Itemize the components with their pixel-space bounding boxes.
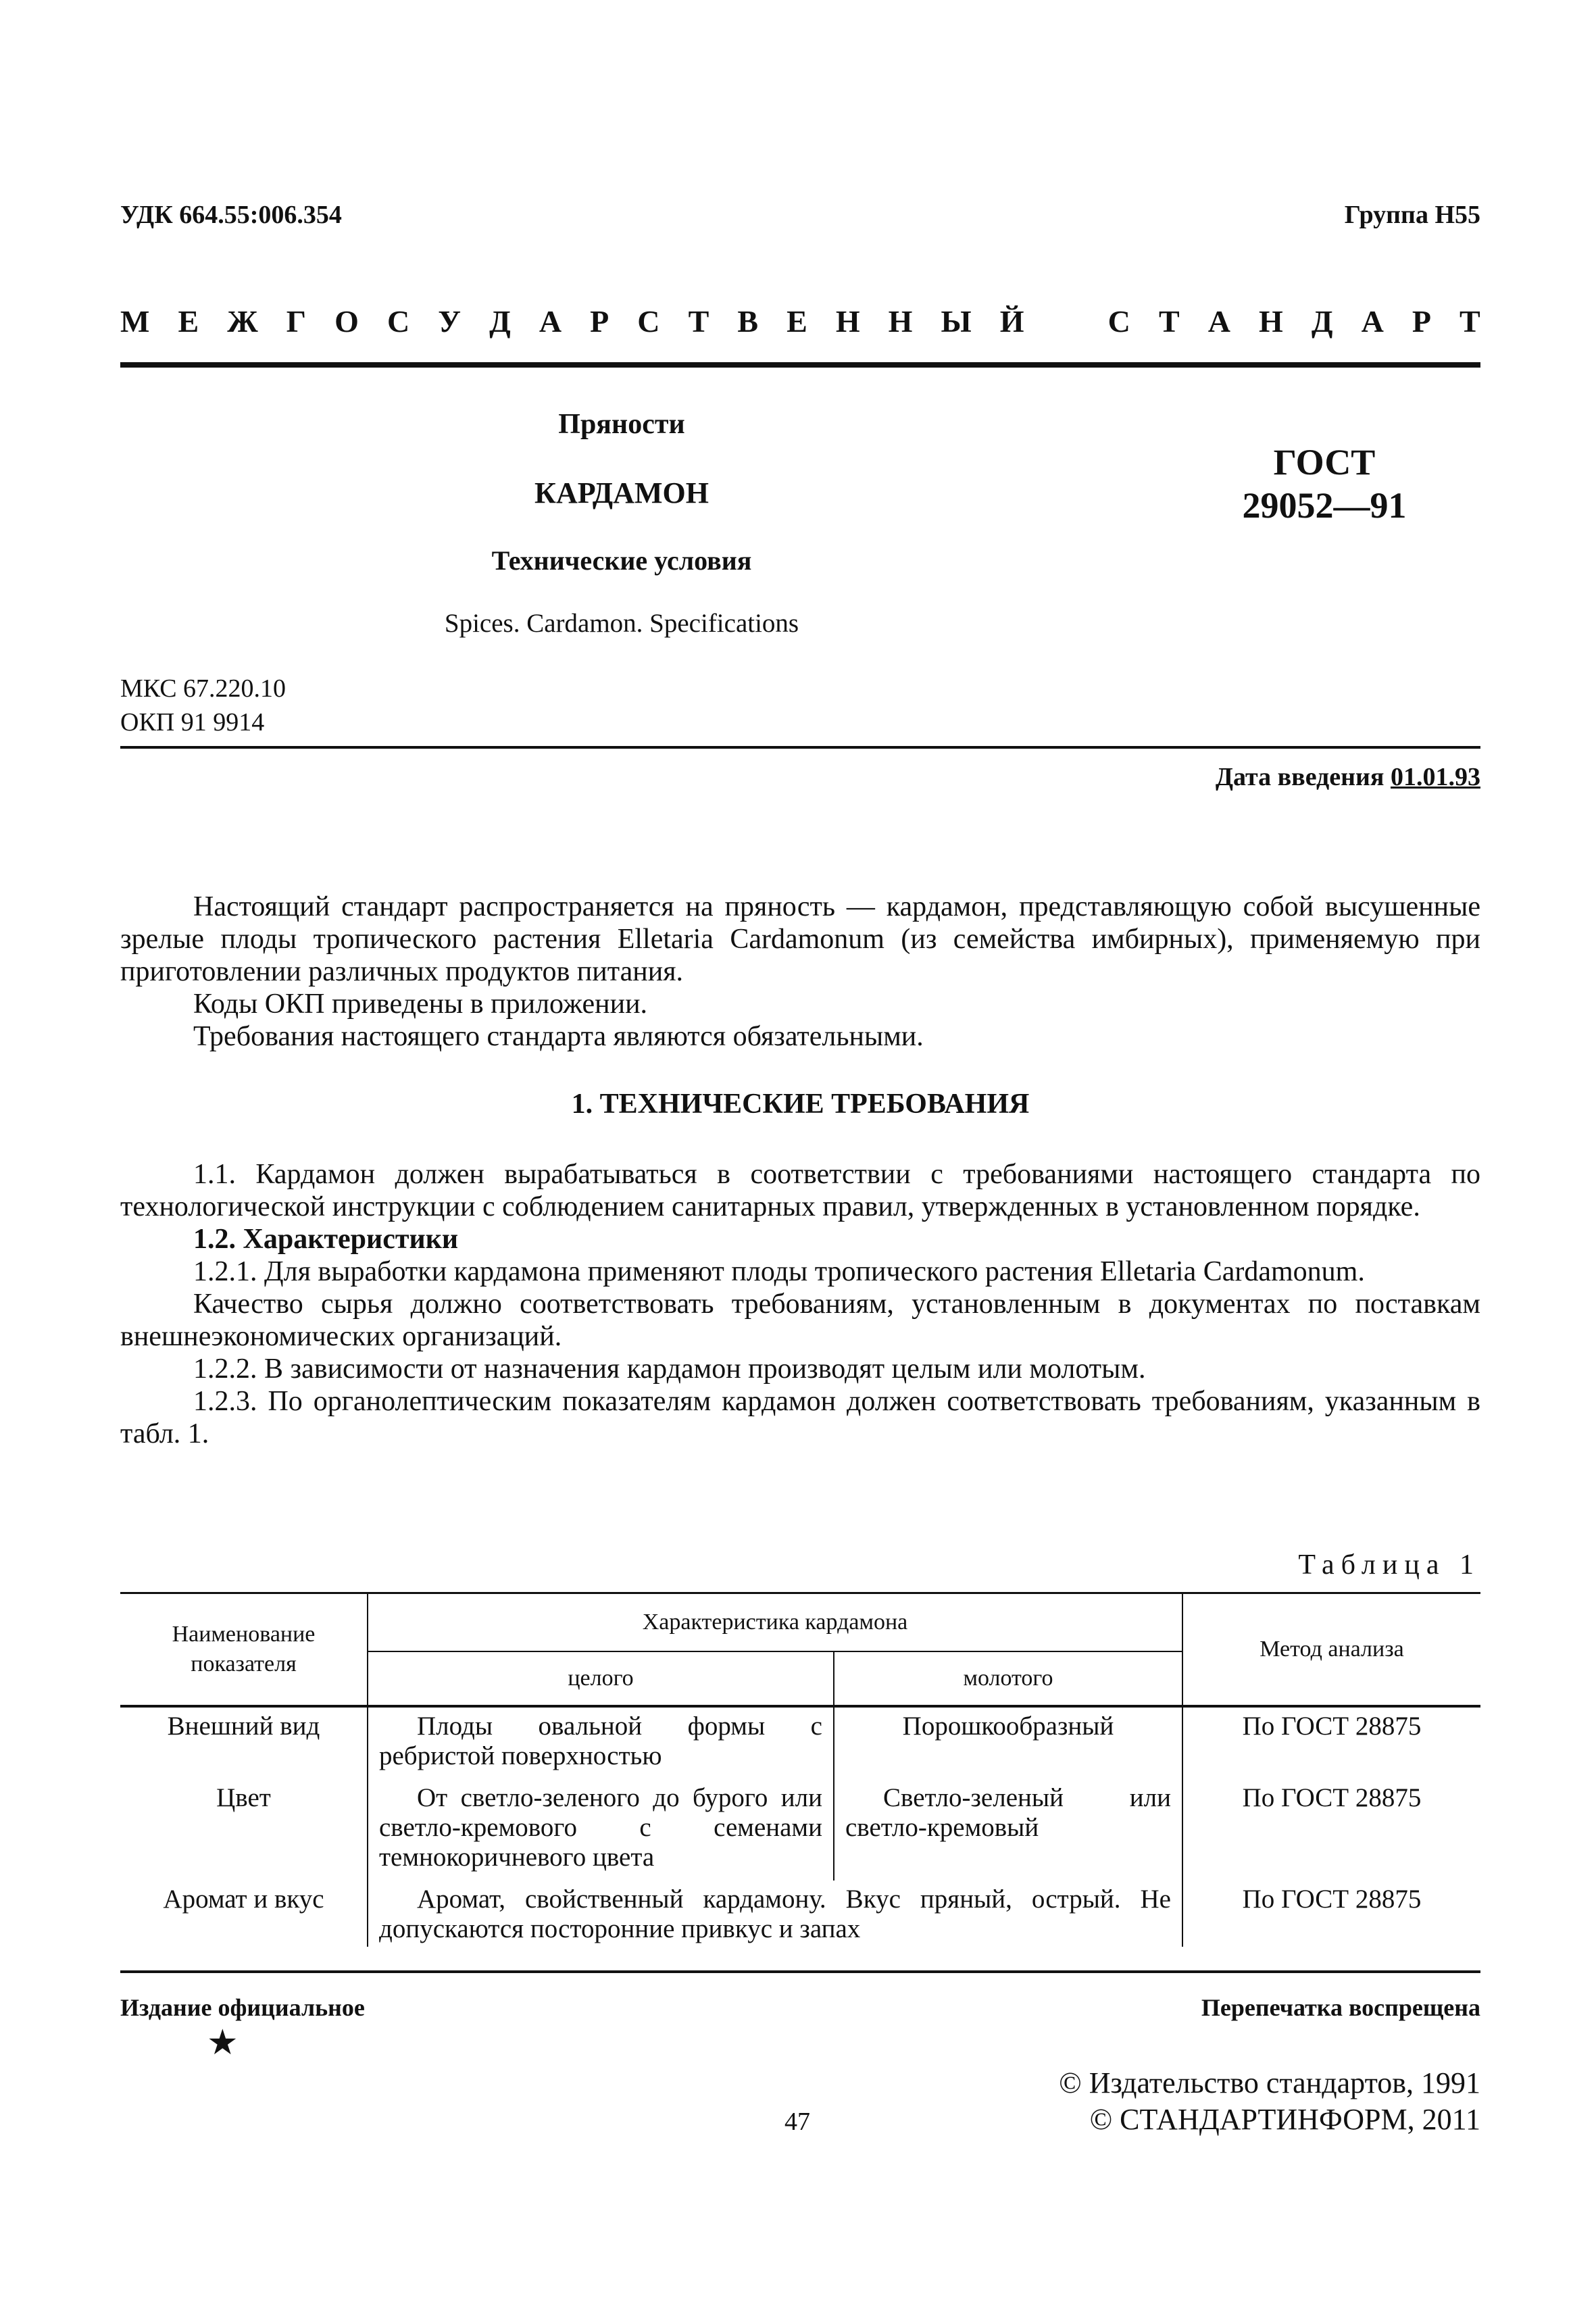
clause-1-2-1: 1.2.1. Для выработки кардамона применяют плоды тропического растения Elletaria Cardamonum.: [193, 1256, 1365, 1287]
clause-1-1: 1.1. Кардамон должен вырабатываться в соответствии с требованиями настоящего стандарта по технологической инструкции с соблюдением санитарных правил, утвержденных в установленном порядке.: [120, 1159, 1480, 1222]
date-label: Дата введения: [1215, 763, 1391, 791]
heading-letter: А: [1361, 304, 1384, 339]
introduction-date: [1216, 762, 1480, 792]
row-method: По ГОСТ 28875: [1182, 1881, 1480, 1947]
row-method: По ГОСТ 28875: [1182, 1779, 1480, 1881]
header-indicator: Наименование показателя: [120, 1593, 368, 1707]
intro-paragraph: Коды ОКП приведены в приложении.: [193, 989, 648, 1020]
header-method: Метод анализа: [1182, 1593, 1480, 1707]
row-whole: Плоды овальной формы с ребристой поверхностью: [368, 1706, 834, 1779]
heading-letter: Д: [1311, 304, 1333, 339]
gost-number: [1189, 441, 1460, 527]
row-name: Аромат и вкус: [120, 1881, 368, 1947]
row-method: По ГОСТ 28875: [1182, 1706, 1480, 1779]
mks-code: МКС 67.220.10: [120, 674, 286, 703]
row-ground: Светло-зеленый или светло-кремовый: [834, 1779, 1182, 1881]
classification-codes: [120, 672, 286, 739]
row-whole: От светло-зеленого до бурого или светло-кремового с семенами темнокоричневого цвета: [368, 1779, 834, 1881]
clause-1-2-2: 1.2.2. В зависимости от назначения кардамон производят целым или молотым.: [193, 1353, 1146, 1385]
star-icon: ★: [207, 2024, 239, 2062]
reprint-notice: Перепечатка воспрещена: [1201, 1994, 1480, 2021]
date-value: 01.01.93: [1391, 763, 1480, 791]
heading-letter: Ж: [227, 304, 258, 339]
header-whole: целого: [368, 1651, 834, 1706]
clause-1-2-1-quality: Качество сырья должно соответствовать требованиям, установленным в документах по поставкам внешнеэкономических организаций.: [120, 1289, 1480, 1352]
row-merged: Аромат, свойственный кардамону. Вкус пряный, острый. Не допускаются посторонние привкус и запах: [368, 1881, 1182, 1947]
intro-paragraph: Требования настоящего стандарта являются обязательными.: [193, 1021, 924, 1052]
heading-letter: С: [637, 304, 660, 339]
copyright-line: © СТАНДАРТИНФОРМ, 2011: [1089, 2103, 1480, 2136]
copyright: [1059, 2065, 1480, 2138]
heading-letter: О: [334, 304, 359, 339]
heading-word-gap: [1053, 303, 1080, 341]
organoleptic-table: [120, 1592, 1480, 1947]
table-row: [120, 1706, 1480, 1779]
heading-letter: У: [438, 304, 462, 339]
row-ground: Порошкообразный: [834, 1706, 1182, 1779]
header-rule: [120, 362, 1480, 368]
heading-letter: С: [1107, 304, 1130, 339]
row-name: Цвет: [120, 1779, 368, 1881]
heading-letter: Е: [178, 304, 199, 339]
heading-letter: Т: [688, 304, 709, 339]
heading-letter: Н: [888, 304, 913, 339]
heading-letter: Т: [1460, 304, 1480, 339]
heading-letter: Е: [787, 304, 807, 339]
heading-letter: Н: [835, 304, 860, 339]
heading-letter: Ы: [941, 304, 972, 339]
heading-letter: Д: [489, 304, 511, 339]
clause-1-2: 1.2. Характеристики: [193, 1224, 459, 1255]
table-row: [120, 1779, 1480, 1881]
heading-letter: М: [120, 304, 150, 339]
official-edition: Издание официальное: [120, 1994, 365, 2021]
header-ground: молотого: [834, 1651, 1182, 1706]
clause-1-2-3: 1.2.3. По органолептическим показателям кардамон должен соответствовать требованиям, указанным в табл. 1.: [120, 1386, 1480, 1449]
header-characteristic: Характеристика кардамона: [368, 1593, 1182, 1652]
heading-letter: А: [539, 304, 562, 339]
heading-letter: А: [1207, 304, 1230, 339]
intro-paragraph: Настоящий стандарт распространяется на пряность — кардамон, представляющую собой высушенные зрелые плоды тропического растения Elletaria Cardamonum (из семейства имбирных), применяемую при приготовлении различных продуктов питания.: [120, 891, 1480, 987]
intro-text: [120, 891, 1480, 1053]
table-row: [120, 1881, 1480, 1947]
title-category: Пряности: [558, 409, 685, 440]
heading-letter: Й: [999, 304, 1024, 339]
heading-letter: В: [737, 304, 759, 339]
heading-letter: С: [386, 304, 410, 339]
title-english: Spices. Cardamon. Specifications: [444, 609, 799, 638]
gost-line1: ГОСТ: [1273, 442, 1376, 482]
okp-code: ОКП 91 9914: [120, 708, 265, 737]
group-code: Группа Н55: [1344, 201, 1480, 229]
gost-line2: 29052—91: [1242, 485, 1407, 526]
title-name: КАРДАМОН: [534, 476, 709, 509]
standard-type-heading: [120, 303, 1480, 341]
footer-rule: [120, 1970, 1480, 1973]
table-caption: Таблица 1: [1298, 1549, 1480, 1580]
title-subtitle: Технические условия: [491, 545, 752, 576]
heading-letter: Т: [1158, 304, 1180, 339]
heading-letter: Р: [1412, 304, 1431, 339]
row-name: Внешний вид: [120, 1706, 368, 1779]
heading-letter: Н: [1259, 304, 1283, 339]
section-title: 1. ТЕХНИЧЕСКИЕ ТРЕБОВАНИЯ: [571, 1089, 1030, 1120]
section-body: [120, 1158, 1480, 1450]
title-rule: [120, 746, 1480, 749]
udk-code: УДК 664.55:006.354: [120, 201, 342, 229]
heading-letter: Р: [590, 304, 609, 339]
heading-letter: Г: [286, 304, 307, 339]
page-number: 47: [784, 2108, 810, 2136]
copyright-line: © Издательство стандартов, 1991: [1059, 2066, 1480, 2099]
